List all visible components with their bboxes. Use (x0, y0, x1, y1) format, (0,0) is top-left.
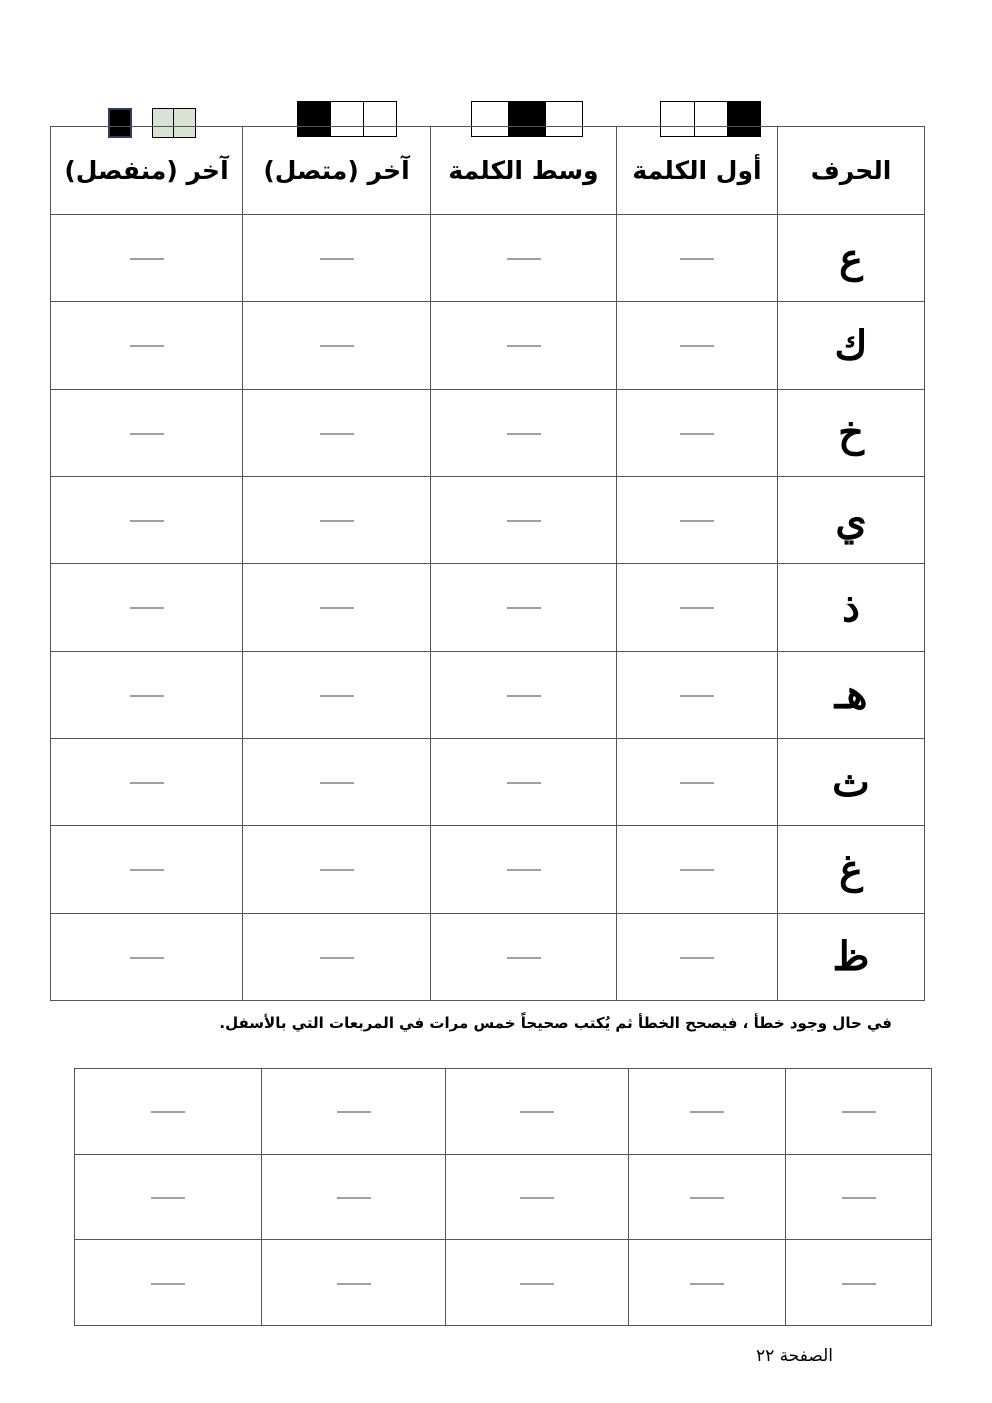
blank-line (680, 957, 714, 959)
answer-cell[interactable] (431, 913, 617, 1000)
answer-cell[interactable] (51, 564, 243, 651)
blank-line (320, 607, 354, 609)
letter-cell: ع (778, 215, 925, 302)
blank-line (690, 1111, 724, 1113)
answer-cell[interactable] (617, 913, 778, 1000)
blank-line (320, 957, 354, 959)
answer-cell[interactable] (243, 826, 431, 913)
blank-line (320, 869, 354, 871)
answer-cell[interactable] (617, 738, 778, 825)
practice-rows (75, 1069, 932, 1326)
blank-line (507, 695, 541, 697)
blank-line (320, 782, 354, 784)
answer-cell[interactable] (243, 738, 431, 825)
blank-line (507, 258, 541, 260)
blank-line (130, 607, 164, 609)
table-row (51, 476, 925, 563)
blank-line (507, 957, 541, 959)
answer-cell[interactable] (431, 476, 617, 563)
answer-cell[interactable] (243, 476, 431, 563)
answer-cell[interactable] (617, 564, 778, 651)
blank-line (130, 520, 164, 522)
practice-cell[interactable] (786, 1154, 932, 1240)
blank-line (507, 345, 541, 347)
practice-cell[interactable] (786, 1069, 932, 1155)
blank-line (130, 258, 164, 260)
practice-cell[interactable] (446, 1069, 629, 1155)
blank-line (842, 1197, 876, 1199)
practice-cell[interactable] (629, 1154, 786, 1240)
answer-cell[interactable] (431, 651, 617, 738)
answer-cell[interactable] (431, 215, 617, 302)
blank-line (842, 1283, 876, 1285)
blank-line (507, 520, 541, 522)
answer-cell[interactable] (617, 302, 778, 389)
blank-line (337, 1197, 371, 1199)
answer-cell[interactable] (617, 476, 778, 563)
practice-cell[interactable] (262, 1154, 446, 1240)
practice-row (75, 1154, 932, 1240)
blank-line (130, 869, 164, 871)
answer-cell[interactable] (51, 651, 243, 738)
table-row (51, 913, 925, 1000)
answer-cell[interactable] (51, 476, 243, 563)
answer-cell[interactable] (51, 389, 243, 476)
blank-line (842, 1111, 876, 1113)
answer-cell[interactable] (617, 651, 778, 738)
table-row (51, 215, 925, 302)
practice-cell[interactable] (446, 1240, 629, 1326)
page-number: الصفحة ٢٢ (756, 1346, 834, 1366)
answer-cell[interactable] (243, 564, 431, 651)
table-row (51, 302, 925, 389)
header-letter: الحرف (778, 127, 925, 215)
answer-cell[interactable] (51, 215, 243, 302)
answer-cell[interactable] (243, 302, 431, 389)
blank-line (337, 1283, 371, 1285)
blank-line (151, 1197, 185, 1199)
blank-line (337, 1111, 371, 1113)
letter-forms-table (50, 126, 925, 1001)
letter-cell: خ (778, 389, 925, 476)
blank-line (507, 869, 541, 871)
header-final-isolated: آخر (منفصل) (51, 127, 243, 215)
table-row (51, 389, 925, 476)
letter-cell: ظ (778, 913, 925, 1000)
letter-cell: ك (778, 302, 925, 389)
blank-line (690, 1197, 724, 1199)
answer-cell[interactable] (243, 389, 431, 476)
answer-cell[interactable] (51, 738, 243, 825)
blank-line (520, 1283, 554, 1285)
letter-cell: ذ (778, 564, 925, 651)
table-row (51, 826, 925, 913)
answer-cell[interactable] (617, 389, 778, 476)
practice-cell[interactable] (75, 1154, 262, 1240)
blank-line (320, 345, 354, 347)
letter-cell: غ (778, 826, 925, 913)
practice-grid (74, 1068, 932, 1326)
blank-line (680, 433, 714, 435)
blank-line (320, 258, 354, 260)
blank-line (520, 1111, 554, 1113)
instruction-text: في حال وجود خطأ ، فيصحح الخطأ ثم يُكتب صحيحاً خمس مرات في المربعات التي بالأسفل. (219, 1014, 892, 1032)
blank-line (507, 782, 541, 784)
answer-cell[interactable] (243, 913, 431, 1000)
table-row (51, 738, 925, 825)
practice-cell[interactable] (262, 1240, 446, 1326)
answer-cell[interactable] (431, 738, 617, 825)
blank-line (130, 782, 164, 784)
blank-line (680, 607, 714, 609)
blank-line (151, 1111, 185, 1113)
blank-line (690, 1283, 724, 1285)
table-row (51, 564, 925, 651)
practice-cell[interactable] (75, 1069, 262, 1155)
blank-line (507, 607, 541, 609)
answer-cell[interactable] (431, 826, 617, 913)
letter-cell: ث (778, 738, 925, 825)
letter-rows (51, 215, 925, 1001)
practice-cell[interactable] (629, 1069, 786, 1155)
blank-line (130, 957, 164, 959)
answer-cell[interactable] (617, 215, 778, 302)
practice-cell[interactable] (786, 1240, 932, 1326)
blank-line (130, 345, 164, 347)
practice-cell[interactable] (262, 1069, 446, 1155)
answer-cell[interactable] (243, 215, 431, 302)
blank-line (151, 1283, 185, 1285)
answer-cell[interactable] (431, 389, 617, 476)
blank-line (130, 433, 164, 435)
blank-line (320, 433, 354, 435)
letter-cell: هـ (778, 651, 925, 738)
letter-cell: ي (778, 476, 925, 563)
practice-row (75, 1240, 932, 1326)
answer-cell[interactable] (431, 302, 617, 389)
blank-line (680, 869, 714, 871)
blank-line (130, 695, 164, 697)
blank-line (320, 520, 354, 522)
blank-line (680, 695, 714, 697)
header-row (51, 127, 925, 215)
header-initial: أول الكلمة (617, 127, 778, 215)
table-row (51, 651, 925, 738)
answer-cell[interactable] (617, 826, 778, 913)
blank-line (680, 258, 714, 260)
blank-line (507, 433, 541, 435)
answer-cell[interactable] (243, 651, 431, 738)
blank-line (680, 345, 714, 347)
blank-line (320, 695, 354, 697)
blank-line (520, 1197, 554, 1199)
blank-line (680, 782, 714, 784)
practice-row (75, 1069, 932, 1155)
answer-cell[interactable] (51, 302, 243, 389)
blank-line (680, 520, 714, 522)
practice-cell[interactable] (446, 1154, 629, 1240)
header-final-connected: آخر (متصل) (243, 127, 431, 215)
header-medial: وسط الكلمة (431, 127, 617, 215)
answer-cell[interactable] (431, 564, 617, 651)
answer-cell[interactable] (51, 826, 243, 913)
answer-cell[interactable] (51, 913, 243, 1000)
practice-cell[interactable] (629, 1240, 786, 1326)
practice-cell[interactable] (75, 1240, 262, 1326)
